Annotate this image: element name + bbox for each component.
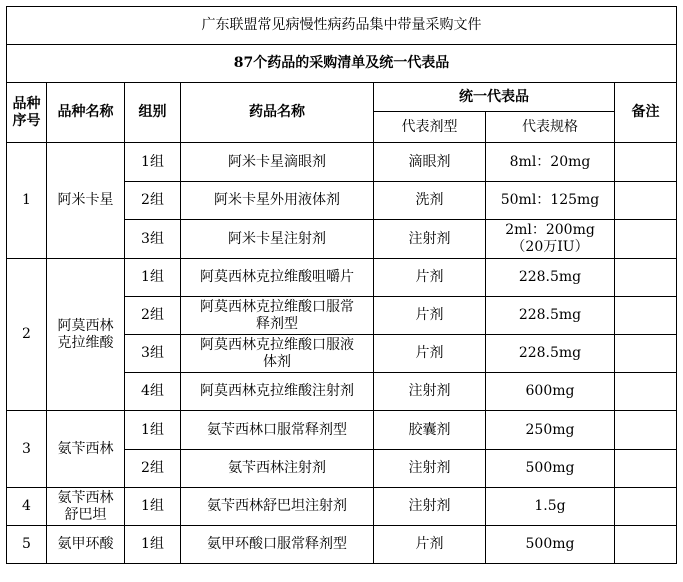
variety-name [47, 259, 125, 411]
remark-cell [615, 297, 677, 335]
variety-seq: 5 [7, 526, 47, 564]
spec-cell: 600mg [486, 373, 615, 411]
dosage-form-cell: 滴眼剂 [374, 143, 486, 182]
dosage-form-cell: 洗剂 [374, 182, 486, 220]
spec-cell-line2: （20万IU） [511, 239, 589, 255]
group-cell: 1组 [125, 488, 181, 526]
header-seq [7, 83, 47, 143]
drug-name-cell: 阿米卡星注射剂 [181, 220, 374, 259]
document-title: 广东联盟常见病慢性病药品集中带量采购文件 [7, 7, 677, 45]
drug-name-cell: 阿莫西林克拉维酸咀嚼片 [181, 259, 374, 297]
list-title: 87个药品的采购清单及统一代表品 [7, 45, 677, 83]
table-row [7, 526, 677, 564]
dosage-form-cell: 注射剂 [374, 220, 486, 259]
table-row [7, 411, 677, 450]
remark-cell [615, 259, 677, 297]
remark-cell [615, 335, 677, 373]
drug-name-cell [181, 297, 374, 335]
spec-cell: 228.5mg [486, 335, 615, 373]
remark-cell [615, 373, 677, 411]
procurement-document [6, 6, 676, 564]
variety-name-line2: 克拉维酸 [57, 334, 114, 351]
group-cell: 1组 [125, 411, 181, 450]
spec-cell-line1: 2ml：200mg [505, 222, 595, 238]
variety-name: 氨苄西林 [47, 411, 125, 488]
table-row [7, 143, 677, 182]
drug-name-cell-line1: 阿莫西林克拉维酸口服液 [200, 336, 354, 353]
drug-name-cell: 氨甲环酸口服常释剂型 [181, 526, 374, 564]
header-group: 组别 [125, 83, 181, 143]
drug-name-cell: 阿米卡星滴眼剂 [181, 143, 374, 182]
remark-cell [615, 182, 677, 220]
dosage-form-cell: 胶囊剂 [374, 411, 486, 450]
header-remark: 备注 [615, 83, 677, 143]
drug-name-cell: 阿米卡星外用液体剂 [181, 182, 374, 220]
header-seq-line1: 品种 [12, 95, 41, 112]
group-cell: 2组 [125, 182, 181, 220]
spec-cell: 8ml：20mg [486, 143, 615, 182]
header-dosage-form: 代表剂型 [374, 112, 486, 143]
header-drug-name: 药品名称 [181, 83, 374, 143]
variety-name [47, 488, 125, 526]
spec-cell: 228.5mg [486, 259, 615, 297]
spec-cell: 500mg [486, 526, 615, 564]
dosage-form-cell: 片剂 [374, 259, 486, 297]
variety-seq: 2 [7, 259, 47, 411]
group-cell: 1组 [125, 143, 181, 182]
dosage-form-cell: 片剂 [374, 335, 486, 373]
spec-cell [486, 220, 615, 259]
drug-name-cell: 氨苄西林口服常释剂型 [181, 411, 374, 450]
spec-cell: 500mg [486, 450, 615, 488]
table-row [7, 488, 677, 526]
spec-cell: 1.5g [486, 488, 615, 526]
dosage-form-cell: 注射剂 [374, 450, 486, 488]
drug-name-cell-line1: 阿莫西林克拉维酸口服常 [200, 298, 354, 315]
drug-name-cell [181, 335, 374, 373]
dosage-form-cell: 注射剂 [374, 488, 486, 526]
remark-cell [615, 450, 677, 488]
spec-cell: 50ml：125mg [486, 182, 615, 220]
header-seq-line2: 序号 [12, 112, 41, 129]
variety-name-line1: 氨苄西林 [57, 489, 114, 506]
remark-cell [615, 526, 677, 564]
group-cell: 2组 [125, 297, 181, 335]
remark-cell [615, 143, 677, 182]
header-variety-name: 品种名称 [47, 83, 125, 143]
procurement-table [6, 6, 677, 564]
variety-seq: 1 [7, 143, 47, 259]
group-cell: 2组 [125, 450, 181, 488]
group-cell: 1组 [125, 259, 181, 297]
group-cell: 3组 [125, 220, 181, 259]
header-spec: 代表规格 [486, 112, 615, 143]
header-representative: 统一代表品 [374, 83, 615, 112]
variety-name: 阿米卡星 [47, 143, 125, 259]
variety-seq: 3 [7, 411, 47, 488]
drug-name-cell-line2: 体剂 [263, 353, 291, 370]
remark-cell [615, 220, 677, 259]
remark-cell [615, 488, 677, 526]
drug-name-cell-line2: 释剂型 [256, 315, 298, 332]
remark-cell [615, 411, 677, 450]
dosage-form-cell: 片剂 [374, 526, 486, 564]
group-cell: 4组 [125, 373, 181, 411]
drug-name-cell: 阿莫西林克拉维酸注射剂 [181, 373, 374, 411]
drug-name-cell: 氨苄西林舒巴坦注射剂 [181, 488, 374, 526]
variety-name-line2: 舒巴坦 [64, 506, 107, 523]
dosage-form-cell: 片剂 [374, 297, 486, 335]
drug-name-cell: 氨苄西林注射剂 [181, 450, 374, 488]
variety-name-line1: 阿莫西林 [57, 317, 114, 334]
dosage-form-cell: 注射剂 [374, 373, 486, 411]
variety-name: 氨甲环酸 [47, 526, 125, 564]
spec-cell: 250mg [486, 411, 615, 450]
group-cell: 3组 [125, 335, 181, 373]
table-row [7, 259, 677, 297]
spec-cell: 228.5mg [486, 297, 615, 335]
variety-seq: 4 [7, 488, 47, 526]
group-cell: 1组 [125, 526, 181, 564]
